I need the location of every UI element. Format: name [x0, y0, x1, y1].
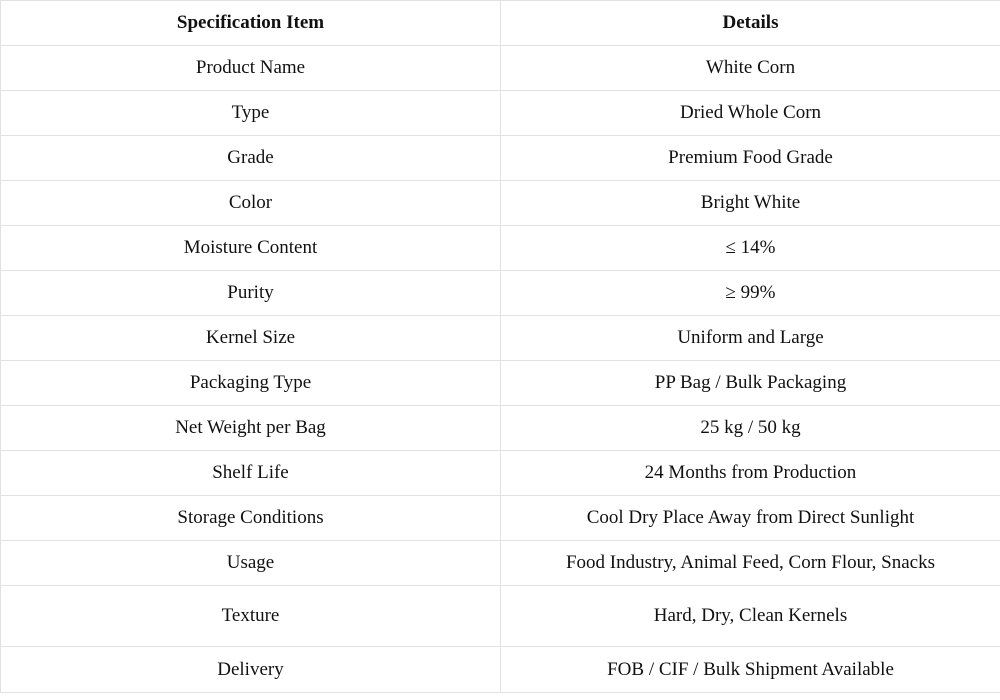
spec-item-cell: Delivery — [1, 647, 501, 693]
spec-detail-cell: ≤ 14% — [501, 226, 1000, 271]
table-row — [1, 136, 1000, 181]
spec-item-cell: Packaging Type — [1, 361, 501, 406]
spec-detail-cell: PP Bag / Bulk Packaging — [501, 361, 1000, 406]
table-row — [1, 91, 1000, 136]
spec-detail-cell: Hard, Dry, Clean Kernels — [501, 586, 1000, 647]
spec-item-cell: Shelf Life — [1, 451, 501, 496]
table-row — [1, 586, 1000, 647]
spec-item-cell: Kernel Size — [1, 316, 501, 361]
spec-item-cell: Purity — [1, 271, 501, 316]
spec-detail-cell: Dried Whole Corn — [501, 91, 1000, 136]
table-row — [1, 496, 1000, 541]
spec-detail-cell: White Corn — [501, 46, 1000, 91]
spec-item-cell: Texture — [1, 586, 501, 647]
spec-item-cell: Type — [1, 91, 501, 136]
table-row — [1, 46, 1000, 91]
spec-detail-cell: ≥ 99% — [501, 271, 1000, 316]
spec-item-cell: Storage Conditions — [1, 496, 501, 541]
column-header-specification-item: Specification Item — [1, 1, 501, 46]
spec-item-cell: Moisture Content — [1, 226, 501, 271]
spec-detail-cell: Premium Food Grade — [501, 136, 1000, 181]
table-row — [1, 226, 1000, 271]
spec-detail-cell: FOB / CIF / Bulk Shipment Available — [501, 647, 1000, 693]
table-row — [1, 451, 1000, 496]
spec-detail-cell: Uniform and Large — [501, 316, 1000, 361]
spec-item-cell: Product Name — [1, 46, 501, 91]
spec-item-cell: Grade — [1, 136, 501, 181]
spec-detail-cell: 24 Months from Production — [501, 451, 1000, 496]
table-row — [1, 316, 1000, 361]
table-row — [1, 361, 1000, 406]
spec-item-cell: Usage — [1, 541, 501, 586]
table-row — [1, 541, 1000, 586]
spec-detail-cell: 25 kg / 50 kg — [501, 406, 1000, 451]
table-row — [1, 271, 1000, 316]
table-row — [1, 406, 1000, 451]
table-row — [1, 181, 1000, 226]
table-header-row — [1, 1, 1000, 46]
spec-detail-cell: Food Industry, Animal Feed, Corn Flour, Snacks — [501, 541, 1000, 586]
column-header-details: Details — [501, 1, 1000, 46]
spec-detail-cell: Cool Dry Place Away from Direct Sunlight — [501, 496, 1000, 541]
table-row — [1, 647, 1000, 693]
spec-item-cell: Color — [1, 181, 501, 226]
spec-item-cell: Net Weight per Bag — [1, 406, 501, 451]
spec-detail-cell: Bright White — [501, 181, 1000, 226]
